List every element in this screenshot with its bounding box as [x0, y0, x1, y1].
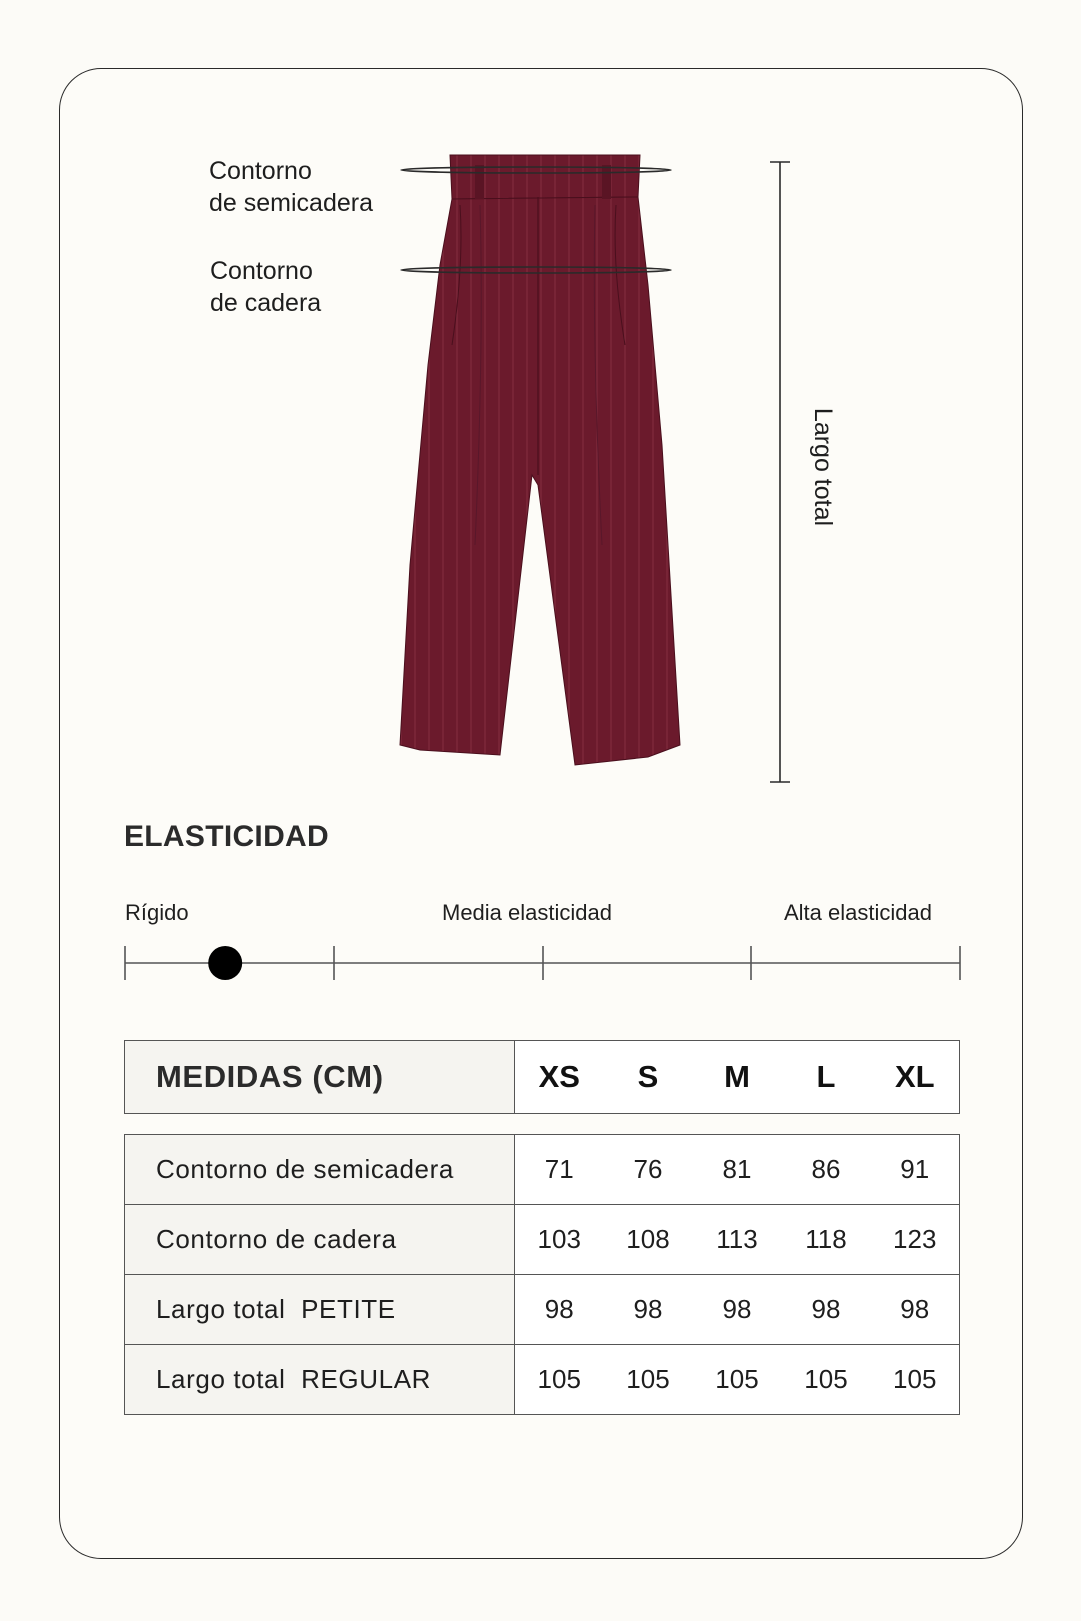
label-line: de semicadera	[209, 189, 373, 217]
table-row	[125, 1275, 960, 1345]
label-line: de cadera	[210, 289, 322, 317]
size-xl: XL	[871, 1041, 960, 1114]
row-label: Largo total PETITE	[125, 1275, 515, 1345]
cell: 105	[604, 1345, 693, 1415]
label-largo-total: Largo total	[809, 407, 837, 527]
elasticity-level-marker	[208, 946, 242, 980]
label-contorno-semicadera	[209, 155, 373, 219]
size-table-header	[124, 1040, 960, 1114]
scale-label-media: Media elasticidad	[442, 900, 612, 925]
label-line: Contorno	[210, 257, 313, 285]
row-label: Contorno de semicadera	[125, 1135, 515, 1205]
cell: 108	[604, 1205, 693, 1275]
cell: 105	[515, 1345, 604, 1415]
elasticity-title: ELASTICIDAD	[124, 820, 329, 853]
label-line: Contorno	[209, 157, 312, 185]
cell: 71	[515, 1135, 604, 1205]
cell: 91	[871, 1135, 960, 1205]
scale-label-alta: Alta elasticidad	[784, 900, 932, 925]
cell: 113	[693, 1205, 782, 1275]
cell: 98	[782, 1275, 871, 1345]
cell: 98	[871, 1275, 960, 1345]
cell: 105	[693, 1345, 782, 1415]
size-table-body	[124, 1134, 960, 1415]
scale-label-rigido: Rígido	[125, 900, 189, 925]
cell: 123	[871, 1205, 960, 1275]
cell: 98	[515, 1275, 604, 1345]
semicadera-line	[401, 167, 671, 173]
label-contorno-cadera	[210, 255, 321, 319]
cell: 118	[782, 1205, 871, 1275]
row-label: Contorno de cadera	[125, 1205, 515, 1275]
cell: 105	[871, 1345, 960, 1415]
cell: 98	[604, 1275, 693, 1345]
cell: 81	[693, 1135, 782, 1205]
size-l: L	[782, 1041, 871, 1114]
elasticity-scale	[120, 938, 965, 988]
size-xs: XS	[515, 1041, 604, 1114]
measurement-lines	[395, 150, 685, 290]
cell: 103	[515, 1205, 604, 1275]
header-medidas: MEDIDAS (CM)	[125, 1041, 515, 1114]
table-row	[125, 1345, 960, 1415]
cell: 86	[782, 1135, 871, 1205]
largo-total-measure	[760, 150, 800, 790]
size-m: M	[693, 1041, 782, 1114]
row-label: Largo total REGULAR	[125, 1345, 515, 1415]
table-row	[125, 1135, 960, 1205]
cell: 76	[604, 1135, 693, 1205]
cell: 98	[693, 1275, 782, 1345]
table-row	[125, 1205, 960, 1275]
size-s: S	[604, 1041, 693, 1114]
cell: 105	[782, 1345, 871, 1415]
cadera-line	[401, 267, 671, 273]
